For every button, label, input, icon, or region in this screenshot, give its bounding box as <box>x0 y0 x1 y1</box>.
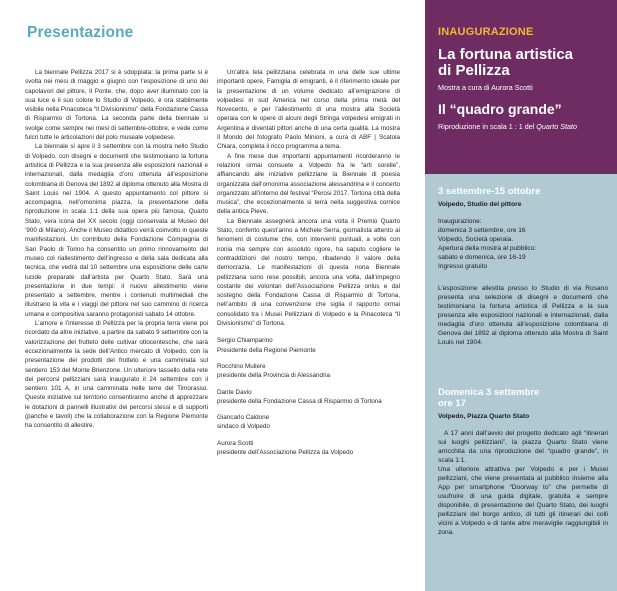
curator-line: Mostra a cura di Aurora Scotti <box>438 83 533 92</box>
paragraph: L’amore e l’interesse di Pellizza per la propria terra viene poi ricordato da altre iniziative, a partire da sabato 9 settembre con la valorizzazione del frutteto delle cultivar ottocentesche, che sarà eccezionalmente la sede dell’Antico mercato di Volpedo, con la presentazione dei prodotti del frutteto e una camminata sul sentiero 153 del Monte Brienzone. Un ulteriore tassello della rete dei percorsi pellizziani sarà inaugurato il 24 settembre con il sentiero 101 A, in una camminata nelle terre del Timorasso. Queste iniziative sul territorio consentiranno anche di apprezzare le dotazioni di pannelli illustrativi dei percorsi stessi e di supporti (panche e tavoli) che la collaborazione con la Regione Piemonte ha consentito di allestire. <box>25 320 208 430</box>
exhibition-title-line: La fortuna artistica <box>438 46 574 63</box>
info-line: Ingresso gratuito <box>438 263 488 270</box>
presentation-title: Presentazione <box>27 24 134 41</box>
signature <box>217 439 400 458</box>
event-date: Domenica 3 settembre <box>438 387 540 398</box>
reproduction-line <box>438 122 577 131</box>
info-line: sabato e domenica, ore 16-19 <box>438 254 526 261</box>
event-place: Volpedo, Piazza Quarto Stato <box>438 413 530 420</box>
inauguration-tag: INAUGURAZIONE <box>438 26 534 38</box>
event-time: ore 17 <box>438 398 466 409</box>
signature-role: presidente dell’Associazione Pellizza da Volpedo <box>217 448 354 456</box>
event-sidebar <box>425 0 617 591</box>
event-section-piazza <box>438 387 608 537</box>
paragraph: Un’altra tela pellizziana celebrata in una delle sue ultime importanti opere, Famiglia di emigranti, è il riferimento ideale per la presentazione di un volume dedicato all’emigrazione di volpedesi in sud America nel corso della prima metà del Novecento, e per l’allestimento di una mostra alla Società operaia con le opere di alcuni degli Stringa volpedesi emigrati in Argentina e diventati pittori anche di una certa qualità. La mostra Il Mondo del fotografo Paolo Minioni, a cura di ABF | Scatola Chiara, completa il ricco programma a tema. <box>217 69 400 151</box>
inauguration-header <box>425 0 617 174</box>
paragraph: La biennale Pellizza 2017 si è sdoppiata: la prima parte si è svolta nei mesi di maggio e giugno con l’esposizione di uno dei capolavori del pittore, Il Ponte, che, dopo aver illuminato con la sua luce e il suo colore lo Studio di Volpedo, è ora stabilmente visibile nella Pinacoteca “Il Divisionismo” della Fondazione Cassa di Risparmio di Tortona. La seconda parte della biennale si svolge come sempre nei mesi di settembre-ottobre, e vede come fulcri tutte le articolazioni del polo museale volpedese. <box>25 69 208 142</box>
text-column-1 <box>25 68 208 431</box>
info-line: Volpedo, Società operaia. <box>438 236 514 243</box>
signature-name: Giancarlo Caldone <box>217 414 270 422</box>
signature-role: presidente della Provincia di Alessandria <box>217 372 331 380</box>
info-line: Apertura della mostra al pubblico: <box>438 245 537 252</box>
quadro-grande-title: Il “quadro grande” <box>438 101 562 117</box>
event-place: Volpedo, Studio del pittore <box>438 201 522 208</box>
event-description: L’esposizione allestita presso lo Studio di via Rosano presenta una selezione di disegni e documenti che testimoniano la fortuna artistica di Pellizza e la sua presenza alle esposizioni nazionali e internazionali, dalla medaglia d’oro ottenuta all’esposizione colombiana di Genova del 1892 al diploma ottenuto alla Mostra di Saint Louis nel 1904. <box>438 285 608 346</box>
signature-role: Presidente della Regione Piemonte <box>217 346 316 354</box>
paragraph: La biennale si apre il 3 settembre con la mostra nello Studio di Volpedo, con disegni e documenti che testimoniano la fortuna artistica di Pellizza e la sua presenza alle esposizioni nazionali e internazionali, dalla medaglia d’oro ottenuta all’esposizione colombiana di Genova del 1892 al diploma ottenuto alla Mostra di Saint Louis nel 1904. A questo appuntamento col pittore si accompagna, nell’omonima piazza, la presentazione della riproduzione in scala 1:1 della sua opera più famosa, Quarto Stato, vera icona del XX secolo (oggi conservata al Museo del ’900 di Milano). Anche il Museo didattico verrà coinvolto in queste manifestazioni. Un contributo della Fondazione Compagnia di San Paolo di Torino ha consentito un primo rinnovamento del museo col riallestimento dell’ingresso e della sala dedicata alla tecnica, che vedrà dal 10 settembre una esposizione delle carte lucide preparate dall’artista per Quarto Stato. Sarà una presentazione in due tempi: il nuovo allestimento viene presentato a settembre, mentre i contenuti multimediali che illustrano la vita e i viaggi del pittore nel suo cammino di ricerca umana e compositiva saranno protagonisti sabato 14 ottobre. <box>25 143 208 318</box>
signature-name: Aurora Scotti <box>217 439 254 447</box>
signatures <box>217 336 400 457</box>
reproduction-work: Quarto Stato <box>536 122 578 131</box>
signature-name: Sergio Chiamparino <box>217 337 273 345</box>
event-description: Una ulteriore attrattiva per Volpedo e per i Musei pellizziani, che viene presentata al pubblico insieme alla App per smartphone “Doorway to” che permette di usufruire di una guida digitale, gratuita e sempre disponibile, di presentazione del Quarto Stato, dei luoghi pellizziani del borgo antico, di tutti gli itinerari dei colli vicini a Volpedo e di tante altre meraviglie raggiungibili in zona. <box>438 466 608 536</box>
signature <box>217 388 400 407</box>
signature <box>217 413 400 432</box>
exhibition-title-line: di Pellizza <box>438 62 510 79</box>
signature-role: presidente della Fondazione Cassa di Risparmio di Tortona <box>217 397 382 405</box>
event-description: A 17 anni dall’avvio del progetto dedicato agli “itinerari sui luoghi pellizziani”, la piazza Quarto Stato viene arricchita da una riproduzione del “quadro grande”, in scala 1:1. <box>438 430 608 464</box>
event-date: 3 settembre-15 ottobre <box>438 186 541 197</box>
signature-role: sindaco di Volpedo <box>217 423 270 431</box>
signature-name: Dante Davio <box>217 388 252 396</box>
signature <box>217 362 400 381</box>
info-line: Inaugurazione: <box>438 218 482 225</box>
event-section-studio <box>438 186 608 347</box>
info-line: domenica 3 settembre, ore 16 <box>438 227 526 234</box>
signature-name: Rocchino Muliere <box>217 362 266 370</box>
paragraph: A fine mese due importanti appuntamenti ricorderanno le relazioni ormai consuete a Volpedo fra le “arti sorelle”, affiancando alle iniziative pellizziane la Biennale di poesia organizzata dall’omonima associazione alessandrina e il concerto organizzato all’interno del festival “Perosi 2017. Tortona città della musica”, che eccezionalmente si terrà nella suggestiva cornice della antica Pieve. <box>217 152 400 216</box>
paragraph: La Biennale assegnerà ancora una volta il Premio Quarto Stato, conferito quest’anno a Michele Serra, giornalista attento ai fenomeni di costume che, con interventi puntuali, a volte con ironia ma sempre con assoluto rigore, ha saputo cogliere le contraddizioni del nostro tempo, ribadendo il valore della democrazia. Le manifestazioni di questa nona Biennale pellizziana sono rese possibili, ancora una volta, dall’impegno costante dei volontari dell’Associazione Pellizza onlus e dal sostegno della Fondazione Cassa di Risparmio di Tortona, nell’ambito di una convenzione che siglia il rapporto ormai consolidato tra i Musei Pellizziani di Volpedo e la Pinacoteca “Il Divisionismo” di Tortona. <box>217 217 400 328</box>
signature <box>217 336 400 355</box>
reproduction-prefix: Riproduzione in scala 1 : 1 del <box>438 122 537 131</box>
exhibition-title <box>438 47 573 79</box>
text-column-2 <box>217 68 400 464</box>
